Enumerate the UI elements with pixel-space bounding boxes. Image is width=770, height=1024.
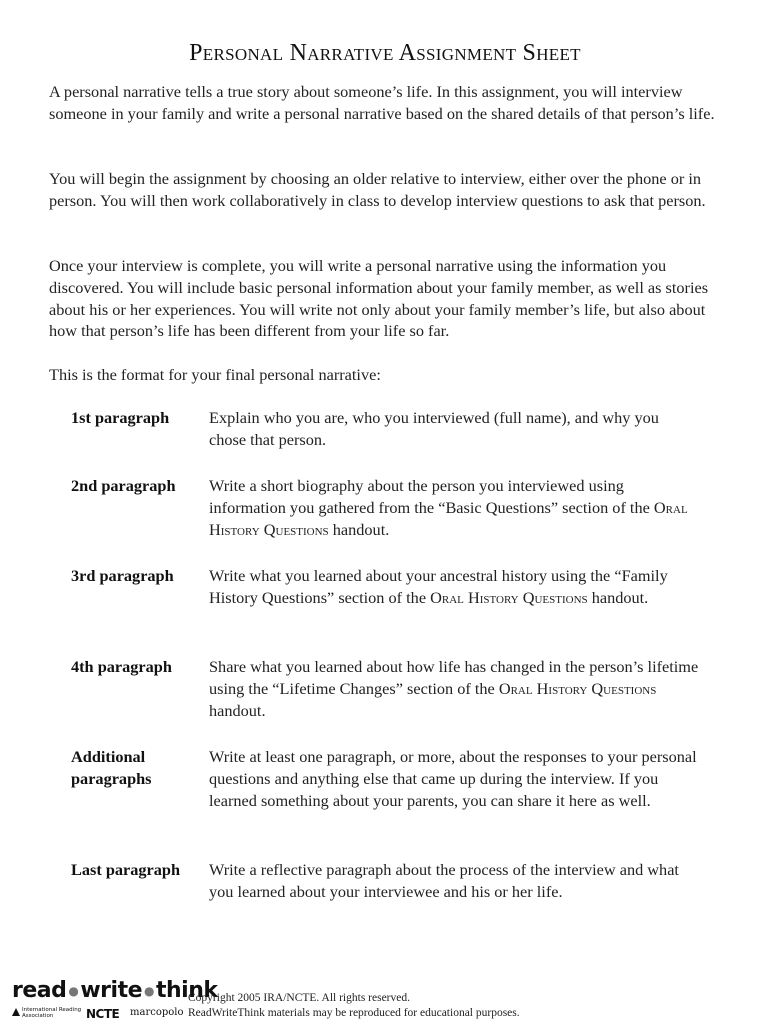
logo-wordmark bbox=[12, 978, 218, 1003]
format-description bbox=[209, 475, 699, 540]
description-text: Write a short biography about the person you interviewed using information you gathered from the “Basic Questions” section of the bbox=[209, 476, 650, 517]
description-text: Write what you learned about your ancestral history using the “Family History Questions” section of the bbox=[209, 566, 668, 607]
ira-logo: International Reading Association bbox=[22, 1007, 82, 1019]
readwritethink-logo bbox=[12, 978, 218, 1021]
description-text: handout. bbox=[591, 587, 649, 607]
copyright-text: Copyright 2005 IRA/NCTE. All rights reserved. bbox=[188, 992, 410, 1004]
handout-name: Oral History Questions bbox=[430, 587, 588, 607]
format-description: Explain who you are, who you interviewed (full name), and why you chose that person. bbox=[209, 408, 659, 449]
format-label: Additional paragraphs bbox=[71, 747, 152, 788]
format-label: 2nd paragraph bbox=[71, 476, 176, 495]
logo-dot-icon: ● bbox=[144, 984, 154, 998]
intro-paragraph: A personal narrative tells a true story about someone’s life. In this assignment, you will interview someone in your family and write a personal narrative based on the shared details of that person’s life. bbox=[49, 82, 715, 123]
page-title: Personal Narrative Assignment Sheet bbox=[189, 40, 581, 67]
format-label: 3rd paragraph bbox=[71, 566, 174, 585]
description-text: handout. bbox=[209, 700, 266, 720]
format-label: 4th paragraph bbox=[71, 657, 172, 676]
footer-notice bbox=[188, 991, 520, 1021]
format-label: Last paragraph bbox=[71, 860, 181, 879]
description-text: handout. bbox=[332, 519, 390, 539]
description-text: Share what you learned about how life has changed in the person’s lifetime using the “Lifetime Changes” section of the bbox=[209, 657, 699, 698]
logo-word: write bbox=[80, 978, 143, 1003]
intro-paragraph: Once your interview is complete, you will write a personal narrative using the information you discovered. You will include basic personal information about your family member, as well as stories about his or her experiences. You will write not only about your family member’s life, but also about how that person’s life has been different from your life so far. bbox=[49, 256, 709, 341]
format-description bbox=[209, 656, 699, 721]
handout-name: Oral History Questions bbox=[498, 678, 657, 698]
handout-name: Oral History Questions bbox=[209, 497, 688, 539]
intro-paragraph: You will begin the assignment by choosing an older relative to interview, either over the phone or in person. You will then work collaboratively in class to develop interview questions to ask that person. bbox=[49, 169, 706, 210]
format-intro: This is the format for your final personal narrative: bbox=[49, 365, 381, 384]
ncte-logo: NCTE bbox=[86, 1007, 120, 1021]
marcopolo-logo: marcopolo bbox=[130, 1007, 184, 1018]
format-label: 1st paragraph bbox=[71, 408, 170, 427]
reproduction-text: ReadWriteThink materials may be reproduced for educational purposes. bbox=[188, 1007, 520, 1019]
format-description bbox=[209, 565, 699, 609]
logo-dot-icon: ● bbox=[68, 984, 79, 998]
format-description: Write a reflective paragraph about the process of the interview and what you learned about your interviewee and his or her life. bbox=[209, 860, 679, 901]
format-description: Write at least one paragraph, or more, about the responses to your personal questions and anything else that came up during the interview. If you learned something about your parents, you can share it here as well. bbox=[209, 747, 697, 810]
logo-word: think bbox=[156, 978, 218, 1003]
logo-word: read bbox=[12, 978, 67, 1003]
